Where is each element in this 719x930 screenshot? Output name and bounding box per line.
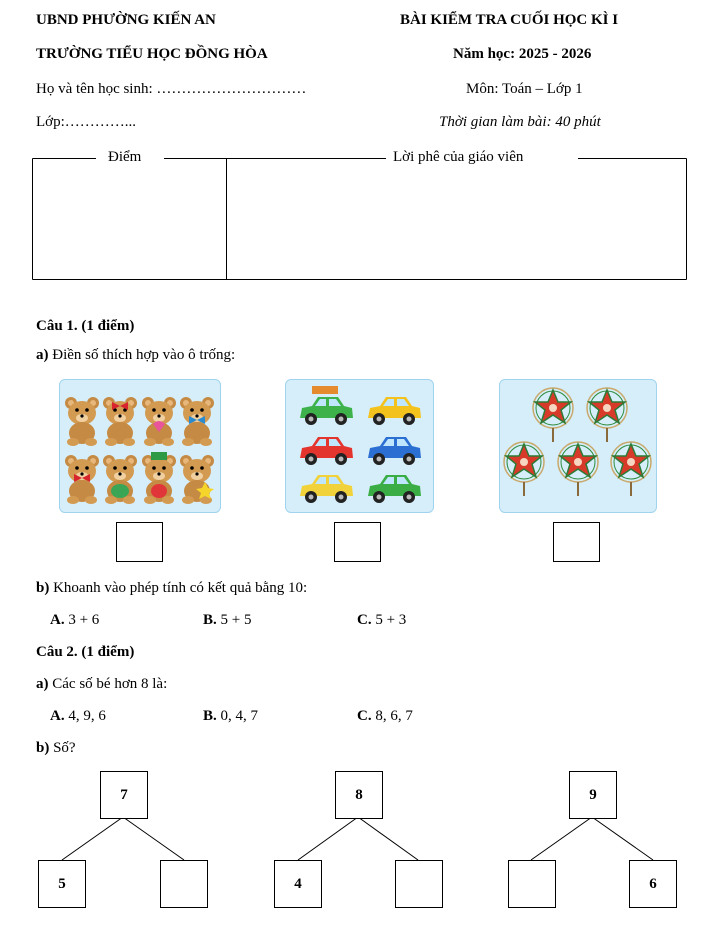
option-letter: A. bbox=[50, 612, 65, 628]
school-district: UBND PHƯỜNG KIẾN AN bbox=[36, 12, 216, 28]
school-year: Năm học: 2025 - 2026 bbox=[453, 46, 592, 62]
option-letter: A. bbox=[50, 708, 65, 724]
question-2b-label: b) bbox=[36, 740, 50, 756]
time-limit: Thời gian làm bài: 40 phút bbox=[439, 114, 601, 130]
option-letter: C. bbox=[357, 612, 372, 628]
school-name: TRƯỜNG TIỂU HỌC ĐỒNG HÒA bbox=[36, 46, 268, 62]
question-2a-label: a) bbox=[36, 676, 49, 692]
option-text: 5 + 5 bbox=[216, 612, 252, 628]
option-text: 3 + 6 bbox=[64, 612, 100, 628]
student-name-line[interactable]: Họ và tên học sinh: ………………………… bbox=[36, 81, 307, 97]
option-text: 4, 9, 6 bbox=[64, 708, 106, 724]
option-text: 0, 4, 7 bbox=[216, 708, 259, 724]
option-letter: B. bbox=[203, 612, 217, 628]
question-1a-label: a) bbox=[36, 347, 49, 363]
class-line[interactable]: Lớp:…………... bbox=[36, 114, 137, 130]
question-2a-text: Các số bé hơn 8 là: bbox=[48, 676, 168, 692]
subject-line: Môn: Toán – Lớp 1 bbox=[466, 81, 583, 97]
question-1-title: Câu 1. (1 điểm) bbox=[36, 318, 135, 334]
bond-3-whole: 9 bbox=[569, 771, 617, 819]
question-2-title: Câu 2. (1 điểm) bbox=[36, 644, 135, 660]
bond-2-whole: 8 bbox=[335, 771, 383, 819]
option-text: 8, 6, 7 bbox=[371, 708, 413, 724]
bond-2-part-right[interactable] bbox=[395, 860, 443, 908]
bond-2-part-left: 4 bbox=[274, 860, 322, 908]
question-1a-text: Điền số thích hợp vào ô trống: bbox=[48, 347, 236, 363]
option-letter: C. bbox=[357, 708, 372, 724]
question-1b-label: b) bbox=[36, 580, 50, 596]
teacher-comment-label: Lời phê của giáo viên bbox=[393, 149, 524, 165]
question-2b-text: Số? bbox=[49, 740, 76, 756]
bond-1-whole: 7 bbox=[100, 771, 148, 819]
bond-1-part-left: 5 bbox=[38, 860, 86, 908]
option-letter: B. bbox=[203, 708, 217, 724]
question-1b-text: Khoanh vào phép tính có kết quả bằng 10: bbox=[49, 580, 308, 596]
option-text: 5 + 3 bbox=[371, 612, 407, 628]
bond-1-part-right[interactable] bbox=[160, 860, 208, 908]
bond-3-part-right: 6 bbox=[629, 860, 677, 908]
bond-3-part-left[interactable] bbox=[508, 860, 556, 908]
score-label: Điểm bbox=[108, 149, 142, 165]
exam-title: BÀI KIỂM TRA CUỐI HỌC KÌ I bbox=[400, 12, 619, 28]
